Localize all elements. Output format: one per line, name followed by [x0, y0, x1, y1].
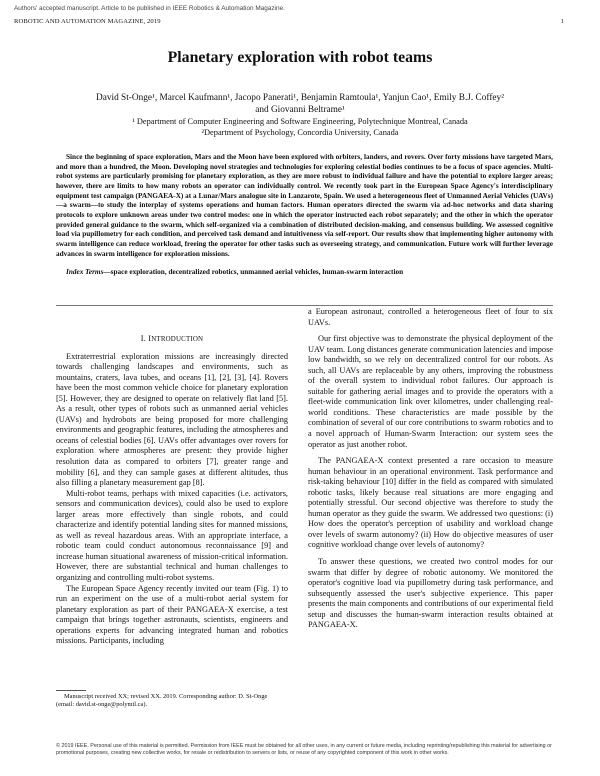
index-terms-text: —space exploration, decentralized robotics, unmanned aerial vehicles, human-swarm interaction	[103, 268, 404, 276]
intro-paragraph-3: The European Space Agency recently invited our team (Fig. 1) to run an experiment on the use of a multi-robot aerial system for planetary exploration as part of their PANGAEA-X exercise, a test campaign that brings together astronauts, scientists, engineers and operations experts for advancing integrated human and robotics missions. Participants, including	[56, 583, 288, 646]
intro-paragraph-5: The PANGAEA-X context presented a rare occasion to measure human behaviour in an operational environment. Task performance and risk-taking behaviour [10] differ in the field as compared with simulated robotic tasks, likely because real situations are more engaging and potentially stressful. Our second objective was therefore to study the human operator as they guide the swarm. We addressed two questions: (i) How does the operator's perception of usability and workload change over levels of swarm autonomy? (ii) How do objective measures of user cognitive workload change over levels of autonomy?	[308, 456, 553, 550]
index-terms	[56, 268, 553, 278]
left-column	[56, 323, 288, 647]
paper-title: Planetary exploration with robot teams	[167, 49, 433, 66]
authors-line-2: and Giovanni Beltrame¹	[255, 105, 345, 115]
affiliation-1: ¹ Department of Computer Engineering and Software Engineering, Polytechnique Montreal, Canada	[132, 117, 468, 126]
section-heading-introduction	[56, 334, 288, 346]
header-divider	[56, 305, 553, 306]
accepted-manuscript-note: Authors' accepted manuscript. Article to be published in IEEE Robotics & Automation Magazine.	[14, 5, 285, 12]
intro-paragraph-2: Multi-robot teams, perhaps with mixed capacities (i.e. activators, sensors and communication devices), could also be used to explore larger areas more effectively than single robots, and could characterize and identify potential landing sites for manned missions, as well as reveal hazardous areas. With an appropriate interface, a robotic team could conduct autonomous reconnaissance [9] and increase human situational awareness of mission-critical information. However, there are substantial technical and human challenges to organizing and controlling multi-robot systems.	[56, 488, 288, 583]
manuscript-footnote: Manuscript received XX; revised XX. 2019. Corresponding author: D. St-Onge (email: david.st-onge@polymtl.ca).	[56, 693, 268, 709]
intro-paragraph-3-continued: a European astronaut, controlled a heterogeneous fleet of four to six UAVs.	[308, 307, 553, 327]
intro-paragraph-6: To answer these questions, we created two control modes for our swarm that differ by degree of robotic autonomy. We monitored the operator's cognitive load via pupillometry during task performance, and subsequently assessed the user's subjective experience. This paper presents the main components and contributions of our experimental field setup and discusses the human-swarm interaction results obtained at PANGAEA-X.	[308, 557, 553, 630]
index-terms-label: Index Terms	[66, 268, 104, 276]
right-column	[308, 307, 553, 631]
intro-paragraph-1: Extraterrestrial exploration missions are increasingly directed towards challenging landscapes and environments, such as mountains, craters, lava tubes, and oceans [1], [2], [3], [4]. Rovers have been the most common vehicle choice for planetary exploration [5]. However, they are designed to operate on relatively flat land [5]. As a result, other types of robots such as unmanned aerial vehicles (UAVs) and hydrobots are being proposed for more challenging environments and geographic features, including the atmospheres and oceans of celestial bodies [6]. UAVs offer advantages over rovers for exploration where atmospheres are present: they provide higher resolution data as compared to orbiters [7], greater range and mobility [6], and they can sample gases at different altitudes, thus also filling a planetary measurement gap [8].	[56, 351, 288, 488]
intro-paragraph-4: Our first objective was to demonstrate the physical deployment of the UAV team. Long distances generate communication latencies and impose low bandwidth, so we rely on decentralized control for our robots. As such, all UAVs are replaceable by any others, improving the robustness of the overall system to individual robot failures. Our approach is suitable for gathering aerial images and to provide the operators with a fleet-wide communication link over kilometres, under challenging real-world conditions. These characteristics are made possible by the combination of several of our core contributions to swarm robotics and to a novel approach of Human-Swarm Interaction: our system sees the operator as just another robot.	[308, 334, 553, 449]
running-head: ROBOTIC AND AUTOMATION MAGAZINE, 2019	[14, 18, 161, 25]
footnote-divider	[56, 690, 86, 691]
section-numeral: I.	[140, 334, 149, 343]
copyright-notice: © 2019 IEEE. Personal use of this material is permitted. Permission from IEEE must be obtained for all other uses, in any current or future media, including reprinting/republishing this material for advertising or promotional purposes, creating new collective works, for resale or redistribution to servers or lists, or reuse of any copyrighted component of this work in other works.	[56, 743, 552, 757]
affiliation-2: ²Department of Psychology, Concordia University, Canada	[201, 128, 399, 137]
authors-line-1: David St-Onge¹, Marcel Kaufmann¹, Jacopo Panerati¹, Benjamin Ramtoula¹, Yanjun Cao¹, Emily B.J. Coffey²	[96, 93, 504, 103]
page-number: 1	[560, 18, 564, 25]
section-title-rest: NTRODUCTION	[151, 336, 204, 343]
author-list	[40, 92, 560, 116]
section-title-initial: I	[148, 334, 152, 343]
abstract: Since the beginning of space exploration, Mars and the Moon have been explored with orbiters, landers, and rovers. Over forty missions have targeted Mars, and more than a hundred, the Moon. Developing novel strategies and technologies for exploring celestial bodies continues to be a focus of space agencies. Multi-robot systems are particularly promising for planetary exploration, as they are more robust to individual failure and have the potential to explore larger areas; however, there are limits to how many robots an operator can individually control. We recently took part in the European Space Agency's interdisciplinary equipment test campaign (PANGAEA-X) at a Lunar/Mars analogue site in Lanzarote, Spain. We used a heterogeneous fleet of Unmanned Aerial Vehicles (UAVs)—a swarm—to study the interplay of systems operations and human factors. Human operators directed the swarm via ad-hoc networks and data sharing protocols to explore unknown areas under two control modes: one in which the operator instructed each robot separately; and the other in which the operator provided general guidance to the swarm, which self-organized via a combination of distributed decision-making, and consensus building. We assessed cognitive load via pupillometry for each condition, and perceived task demand and intuitiveness via self-report. Our results show that implementing higher autonomy with swarm intelligence can reduce workload, freeing the operator for other tasks such as overseeing strategy, and communication. Future work will further leverage advances in swarm intelligence for exploration missions.	[56, 153, 553, 258]
